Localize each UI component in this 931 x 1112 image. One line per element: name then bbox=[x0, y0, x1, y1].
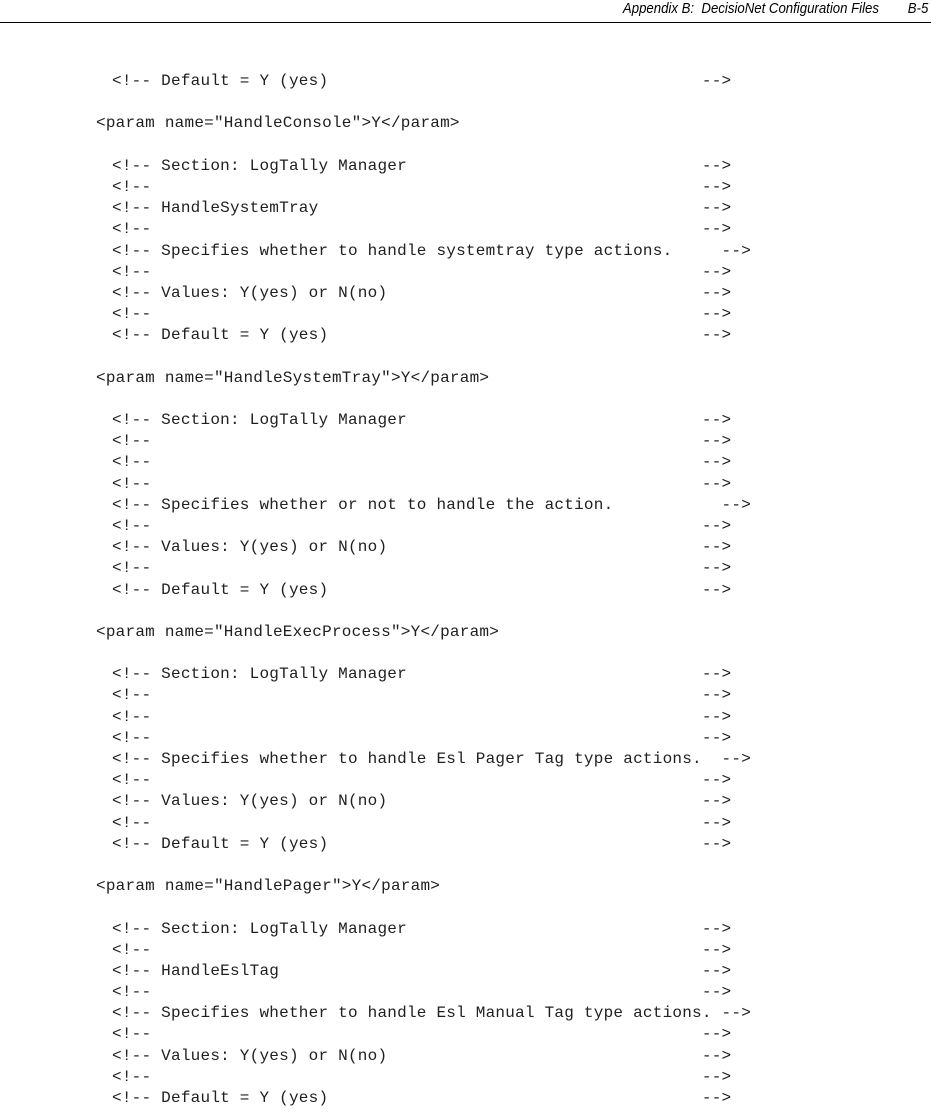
comment-line: <!-- Default = Y (yes) --> bbox=[112, 834, 732, 853]
comment-line: <!-- Default = Y (yes) --> bbox=[112, 72, 732, 90]
comment-line: <!-- --> bbox=[112, 262, 732, 281]
comment-line: <!-- Section: LogTally Manager --> bbox=[112, 411, 732, 429]
comment-line: <!-- Values: Y(yes) or N(no) --> bbox=[112, 792, 732, 811]
comment-line: <!-- --> bbox=[112, 305, 732, 324]
comment-line: <!-- --> bbox=[112, 813, 732, 832]
comment-line: <!-- --> bbox=[112, 177, 732, 196]
comment-line: <!-- Section: LogTally Manager --> bbox=[112, 156, 732, 175]
comment-line: <!-- Values: Y(yes) or N(no) --> bbox=[112, 538, 732, 557]
comment-line: <!-- --> bbox=[112, 983, 732, 1002]
blank-line bbox=[0, 643, 931, 664]
param-line: <param name="HandleConsole">Y</param> bbox=[96, 114, 460, 133]
blank-line bbox=[0, 855, 931, 876]
comment-line: <!-- Specifies whether or not to handle the action. --> bbox=[112, 495, 752, 514]
comment-line: <!-- --> bbox=[112, 940, 732, 959]
code-listing bbox=[0, 71, 931, 1109]
comment-line: <!-- Values: Y(yes) or N(no) --> bbox=[112, 1046, 732, 1065]
comment-line: <!-- --> bbox=[112, 220, 732, 239]
comment-line: <!-- --> bbox=[112, 686, 732, 705]
comment-line: <!-- --> bbox=[112, 728, 732, 747]
page-header bbox=[0, 0, 931, 24]
comment-line: <!-- --> bbox=[112, 1067, 732, 1086]
comment-line: <!-- Default = Y (yes) --> bbox=[112, 326, 732, 345]
header-rule bbox=[0, 22, 931, 23]
comment-line: <!-- HandleSystemTray --> bbox=[112, 199, 732, 218]
comment-line: <!-- --> bbox=[112, 516, 732, 535]
comment-line: <!-- Default = Y (yes) --> bbox=[112, 580, 732, 599]
param-line: <param name="HandleExecProcess">Y</param> bbox=[96, 622, 500, 641]
comment-line: <!-- --> bbox=[112, 559, 732, 578]
header-title: Appendix B: DecisioNet Configuration Files bbox=[622, 0, 879, 17]
blank-line bbox=[0, 135, 931, 156]
page-number: B-5 bbox=[907, 0, 928, 17]
comment-line: <!-- Values: Y(yes) or N(no) --> bbox=[112, 283, 732, 302]
blank-line bbox=[0, 346, 931, 367]
comment-line: <!-- --> bbox=[112, 474, 732, 493]
blank-line bbox=[0, 897, 931, 918]
comment-line: <!-- Section: LogTally Manager --> bbox=[112, 919, 732, 938]
comment-line: <!-- Specifies whether to handle systemtray type actions. --> bbox=[112, 241, 752, 260]
param-line: <param name="HandleSystemTray">Y</param> bbox=[96, 368, 490, 387]
blank-line bbox=[0, 92, 931, 113]
comment-line: <!-- --> bbox=[112, 771, 732, 790]
comment-line: <!-- Specifies whether to handle Esl Manual Tag type actions. --> bbox=[112, 1004, 752, 1023]
comment-line: <!-- --> bbox=[112, 453, 732, 472]
comment-line: <!-- --> bbox=[112, 432, 732, 451]
blank-line bbox=[0, 389, 931, 410]
blank-line bbox=[0, 601, 931, 622]
comment-line: <!-- --> bbox=[112, 707, 732, 726]
comment-line: <!-- HandleEslTag --> bbox=[112, 961, 732, 980]
comment-line: <!-- Default = Y (yes) --> bbox=[112, 1089, 732, 1107]
comment-line: <!-- --> bbox=[112, 1025, 732, 1044]
comment-line: <!-- Section: LogTally Manager --> bbox=[112, 665, 732, 684]
comment-line: <!-- Specifies whether to handle Esl Pager Tag type actions. --> bbox=[112, 750, 752, 768]
param-line: <param name="HandlePager">Y</param> bbox=[96, 877, 441, 896]
